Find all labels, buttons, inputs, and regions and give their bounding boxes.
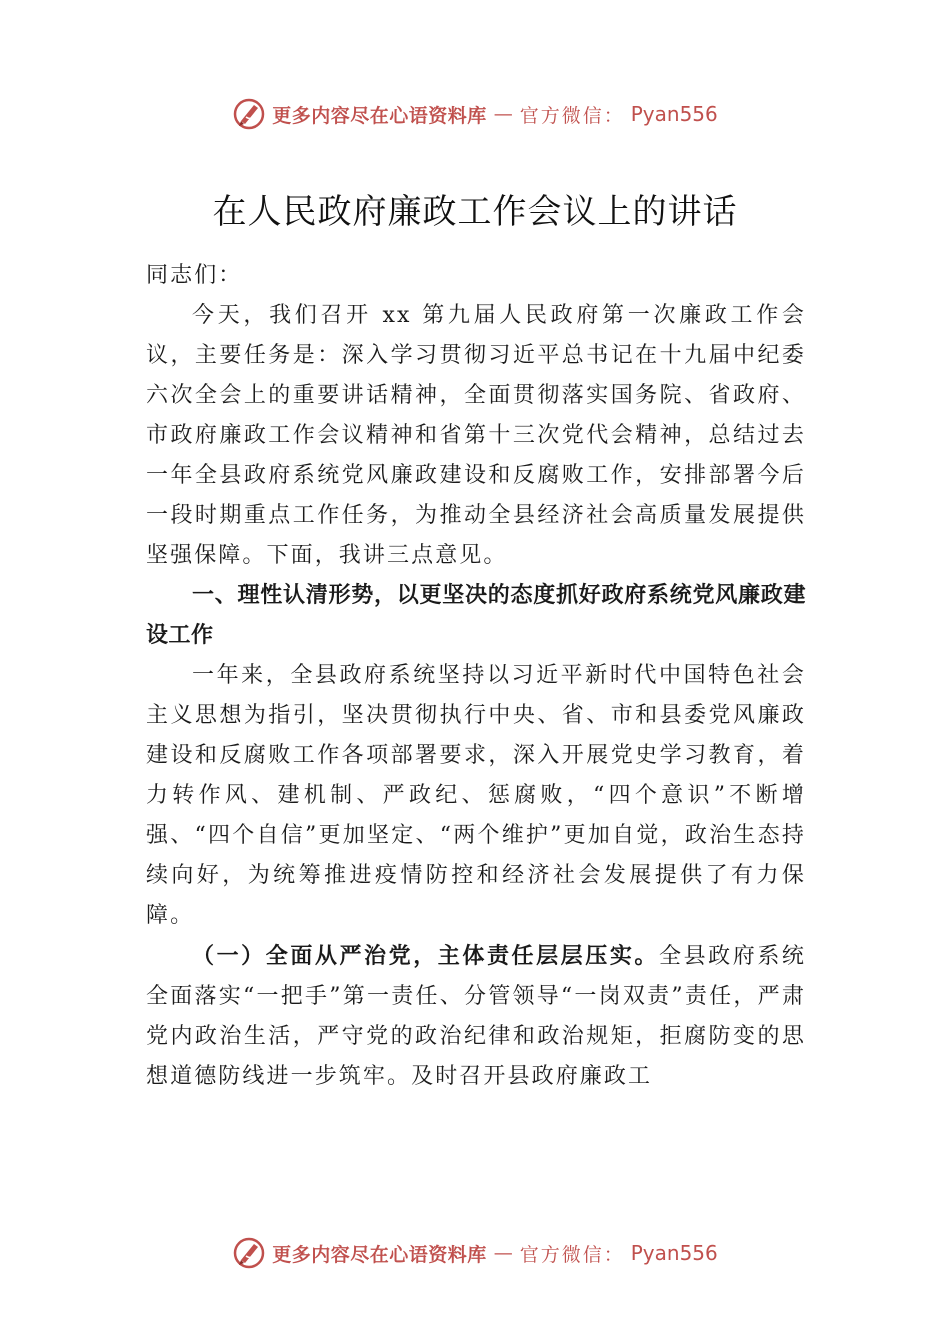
subheading-1: （一）全面从严治党，主体责任层层压实。 (192, 943, 659, 969)
watermark-wechat-label: 官方微信： (519, 1243, 625, 1266)
watermark-wechat-id: Pyan556 (630, 102, 718, 126)
watermark-text: 更多内容尽在心语资料库 (272, 1243, 487, 1266)
paragraph-3 (146, 936, 806, 1097)
pen-logo-icon (232, 97, 266, 131)
watermark-wechat-id: Pyan556 (630, 1241, 718, 1265)
salutation: 同志们： (146, 263, 243, 288)
paragraph-3-text: 全县政府系统全面落实“一把手”第一责任、分管领导“一岗双责”责任，严肃党内政治生活，严守党的政治纪律和政治规矩，拒腐防变的思想道德防线进一步筑牢。及时召开县政府廉政工 (146, 944, 806, 1089)
document-body (146, 256, 806, 1097)
watermark-dash: — (493, 1242, 513, 1264)
section-heading-1: 一、理性认清形势，以更坚决的态度抓好政府系统党风廉政建设工作 (146, 583, 806, 648)
paragraph-2: 一年来，全县政府系统坚持以习近平新时代中国特色社会主义思想为指引，坚决贯彻执行中央、省、市和县委党风廉政建设和反腐败工作各项部署要求，深入开展党史学习教育，着力转作风、建机制、严政纪、惩腐败，“四个意识”不断增强、“四个自信”更加坚定、“两个维护”更加自觉，政治生态持续向好，为统筹推进疫情防控和经济社会发展提供了有力保障。 (146, 663, 806, 928)
watermark-wechat-label: 官方微信： (519, 104, 625, 127)
footer-watermark (0, 1233, 950, 1273)
header-watermark (0, 94, 950, 134)
watermark-text: 更多内容尽在心语资料库 (272, 104, 487, 127)
pen-logo-icon (232, 1236, 266, 1270)
watermark-dash: — (493, 103, 513, 125)
document-title: 在人民政府廉政工作会议上的讲话 (212, 192, 738, 232)
paragraph-1: 今天，我们召开 xx 第九届人民政府第一次廉政工作会议，主要任务是：深入学习贯彻习近平总书记在十九届中纪委六次全会上的重要讲话精神，全面贯彻落实国务院、省政府、市政府廉政工作会议精神和省第十三次党代会精神，总结过去一年全县政府系统党风廉政建设和反腐败工作，安排部署今后一段时期重点工作任务，为推动全县经济社会高质量发展提供坚强保障。下面，我讲三点意见。 (146, 303, 806, 568)
